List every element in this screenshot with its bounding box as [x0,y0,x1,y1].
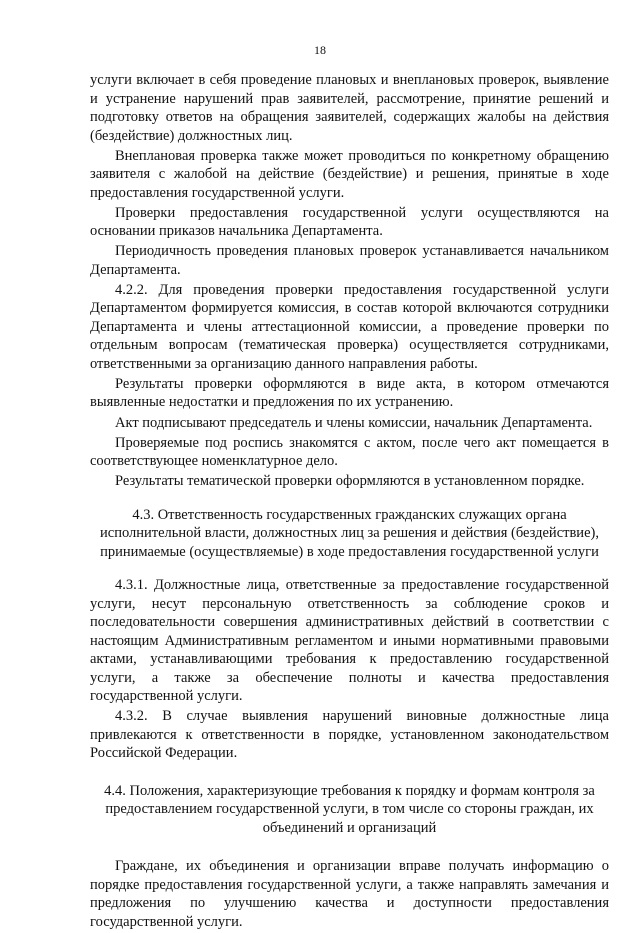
paragraph-continuation: услуги включает в себя проведение плановых и внеплановых проверок, выявление и устранение нарушений прав заявителей, рассмотрение, принятие решений и подготовку ответов на обращения заявителей, содержащих жалобы на действия (бездействие) должностных лиц. [90,72,609,144]
paragraph-4-3-1: 4.3.1. Должностные лица, ответственные за предоставление государственной услуги, несут персональную ответственность за соблюдение сроков и последовательности совершения административных действий в соответствии с настоящим Административным регламентом и иными нормативными правовыми актами, устанавливающими требования к предоставлению государственной услуги, а также за обеспечение полноты и качества предоставления государственной услуги. [90,577,609,705]
page-number: 18 [314,43,326,57]
paragraph-act-signing: Акт подписывают председатель и члены комиссии, начальник Департамента. [115,414,593,431]
paragraph-citizens-rights: Граждане, их объединения и организации вправе получать информацию о порядке предоставления государственной услуги, а также направлять замечания и предложения по улучшению качества и доступности предоставления государственной услуги. [90,858,609,930]
paragraph-periodicity: Периодичность проведения плановых проверок устанавливается начальником Департамента. [90,243,609,278]
paragraph-inspection-basis: Проверки предоставления государственной услуги осуществляются на основании приказов начальника Департамента. [90,204,609,240]
document-body [90,71,609,933]
paragraph-thematic-results: Результаты тематической проверки оформляются в установленном порядке. [115,473,585,490]
section-heading-4-4: 4.4. Положения, характеризующие требования к порядку и формам контроля за предоставлением государственной услуги, в том числе со стороны граждан, их объединений и организаций [104,782,595,836]
paragraph-4-2-2: 4.2.2. Для проведения проверки предоставления государственной услуги Департаментом формируется комиссия, в состав которой включаются сотрудники Департамента и члены аттестационной комиссии, а проведение проверки по отдельным вопросам (тематическая проверка) осуществляется сотрудниками, ответственными за организацию данного направления работы. [90,281,609,372]
paragraph-4-3-2: 4.3.2. В случае выявления нарушений виновные должностные лица привлекаются к ответственности в порядке, установленном законодательством Российской Федерации. [90,708,609,762]
paragraph-unscheduled-inspection: Внеплановая проверка также может проводиться по конкретному обращению заявителя с жалобой на действие (бездействие) и решения, принятые в ходе предоставления государственной услуги. [90,147,609,201]
section-heading-4-3: 4.3. Ответственность государственных гражданских служащих органа исполнительной власти, должностных лиц за решения и действия (бездействие), принимаемые (осуществляемые) в ходе предоставления государственной услуги [100,506,599,560]
paragraph-act-review: Проверяемые под роспись знакомятся с актом, после чего акт помещается в соответствующее номенклатурное дело. [90,434,609,470]
paragraph-inspection-results: Результаты проверки оформляются в виде акта, в котором отмечаются выявленные недостатки и предложения по их устранению. [90,375,609,411]
